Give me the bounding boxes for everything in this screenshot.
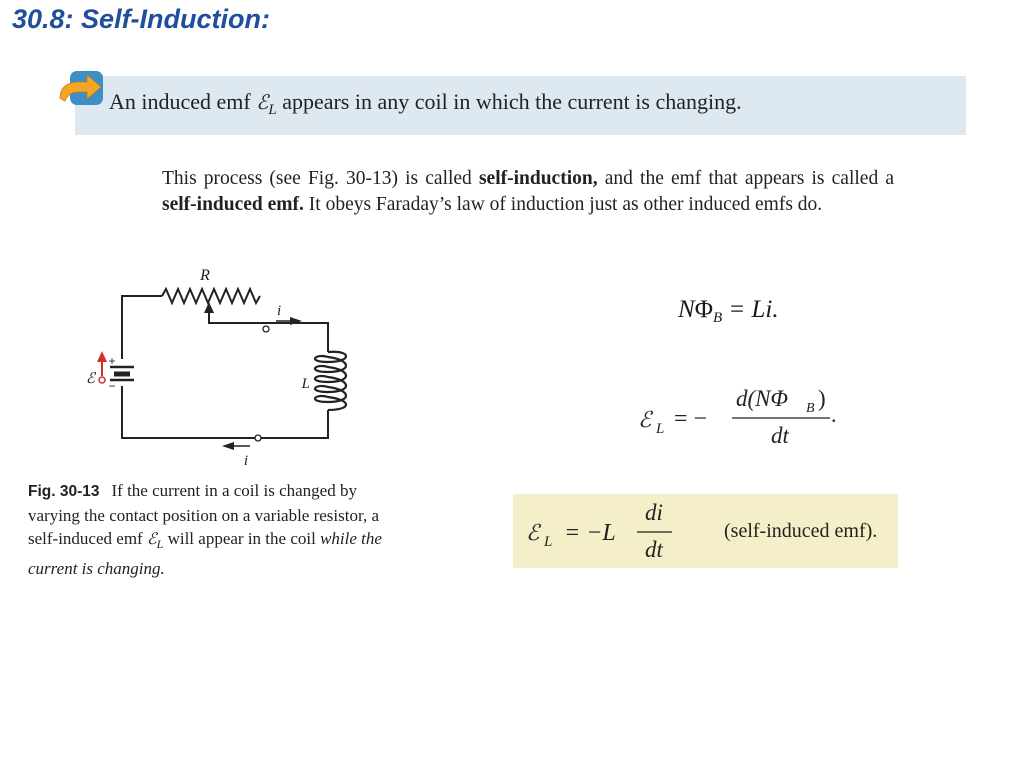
sliding-contact-wire — [209, 306, 266, 323]
contact-node-top — [263, 326, 269, 332]
svg-text:.: . — [831, 402, 837, 427]
emf-label: ℰ — [85, 369, 95, 387]
figure-label: Fig. 30-13 — [28, 483, 100, 500]
svg-text:ℰ: ℰ — [638, 408, 652, 433]
body-paragraph: This process (see Fig. 30-13) is called self-induction, and the emf that appears is called a self-induced emf. It obeys Faraday’s law of induction just as other induced emfs do. — [162, 168, 894, 215]
current-label-bottom: i — [243, 453, 249, 469]
figure-caption: Fig. 30-13 If the current in a coil is changed by varying the contact position on a variable resistor, a self-induced emf ℰ$_L$ will appear in the coil while the current is changing. — [28, 481, 382, 578]
circuit-wire-top-left — [122, 296, 162, 359]
svg-text:d(NΦ: d(NΦ — [736, 386, 789, 411]
svg-text:di: di — [645, 500, 663, 525]
self-induced-emf-label: (self-induced emf). — [724, 520, 878, 542]
equation-self-induced-emf — [524, 500, 689, 564]
svg-text:dt: dt — [771, 423, 789, 448]
contact-arrowhead — [204, 302, 214, 313]
svg-text:= −L: = −L — [564, 520, 616, 546]
slide-title: 30.8: Self-Induction: — [12, 4, 271, 34]
circuit-wire-right — [266, 323, 328, 352]
circuit-diagram — [80, 262, 370, 472]
svg-text:L: L — [656, 421, 665, 437]
equation-flux-linkage: $N\Phi_B = Li$. — [678, 296, 779, 326]
resistor-label: R — [200, 267, 210, 284]
circuit-wire-bottom — [122, 386, 328, 438]
key-idea-text: An induced emf ℰ$_L$ appears in any coil in which the current is changing. — [109, 89, 742, 118]
svg-text:B: B — [806, 401, 815, 416]
svg-text:ℰ: ℰ — [526, 521, 540, 546]
inductor-coil — [315, 352, 346, 410]
emf-arrowhead — [97, 351, 107, 362]
equation-emf-derivative — [636, 382, 846, 452]
current-arrowhead-bottom — [222, 442, 234, 450]
emf-arrow-tail — [99, 377, 105, 383]
inductor-label: L — [301, 376, 310, 392]
contact-node-bottom — [255, 435, 261, 441]
svg-text:dt: dt — [645, 537, 663, 562]
current-label-top: i — [277, 303, 282, 319]
key-idea-arrow-icon — [57, 70, 105, 110]
battery-minus: − — [108, 379, 116, 393]
battery-plus: + — [108, 354, 116, 368]
svg-text:): ) — [818, 386, 826, 411]
resistor-zigzag — [162, 289, 260, 303]
svg-text:L: L — [544, 534, 553, 550]
svg-text:= −: = − — [674, 406, 708, 432]
